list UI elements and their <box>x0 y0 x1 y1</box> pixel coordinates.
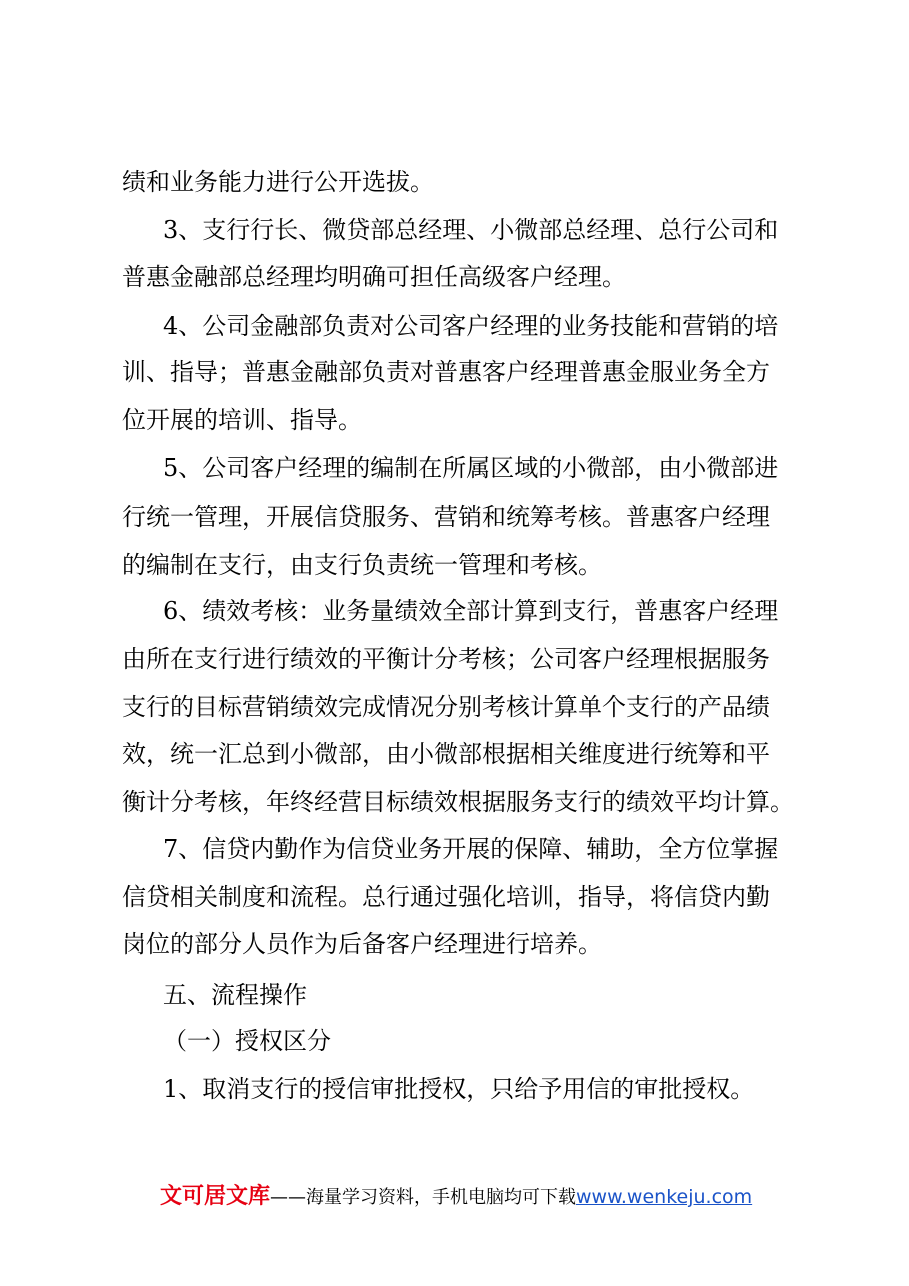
paragraph-line: 3、支行行长、微贷部总经理、小微部总经理、总行公司和 <box>163 216 779 244</box>
paragraph-line: 普惠金融部总经理均明确可担任高级客户经理。 <box>122 263 626 291</box>
paragraph-line: 信贷相关制度和流程。总行通过强化培训，指导，将信贷内勤 <box>122 883 770 911</box>
paragraph-line: 训、指导；普惠金融部负责对普惠客户经理普惠金服业务全方 <box>122 358 770 386</box>
paragraph-line: 岗位的部分人员作为后备客户经理进行培养。 <box>122 930 602 958</box>
footer-link[interactable]: www.wenkeju.com <box>576 1186 753 1208</box>
footer-brand: 文可居文库 <box>160 1184 271 1209</box>
paragraph-line: 4、公司金融部负责对公司客户经理的业务技能和营销的培 <box>163 312 779 340</box>
paragraph-line: 绩和业务能力进行公开选拔。 <box>122 168 434 196</box>
paragraph-line: 行统一管理，开展信贷服务、营销和统筹考核。普惠客户经理 <box>122 503 770 531</box>
paragraph-line: 5、公司客户经理的编制在所属区域的小微部，由小微部进 <box>163 454 779 482</box>
footer-watermark <box>160 1183 752 1212</box>
paragraph-line: 衡计分考核，年终经营目标绩效根据服务支行的绩效平均计算。 <box>122 788 794 816</box>
paragraph-line: 效，统一汇总到小微部，由小微部根据相关维度进行统筹和平 <box>122 740 770 768</box>
footer-tagline: ——海量学习资料，手机电脑均可下载 <box>270 1187 577 1208</box>
subsection-heading: （一）授权区分 <box>163 1027 331 1055</box>
paragraph-line: 支行的目标营销绩效完成情况分别考核计算单个支行的产品绩 <box>122 693 770 721</box>
paragraph-line: 7、信贷内勤作为信贷业务开展的保障、辅助，全方位掌握 <box>163 835 779 863</box>
paragraph-line: 的编制在支行，由支行负责统一管理和考核。 <box>122 551 602 579</box>
paragraph-line: 6、绩效考核：业务量绩效全部计算到支行，普惠客户经理 <box>163 597 779 625</box>
paragraph-line: 由所在支行进行绩效的平衡计分考核；公司客户经理根据服务 <box>122 645 770 673</box>
section-heading: 五、流程操作 <box>163 981 307 1009</box>
paragraph-line: 位开展的培训、指导。 <box>122 406 362 434</box>
paragraph-line: 1、取消支行的授信审批授权，只给予用信的审批授权。 <box>163 1075 755 1103</box>
